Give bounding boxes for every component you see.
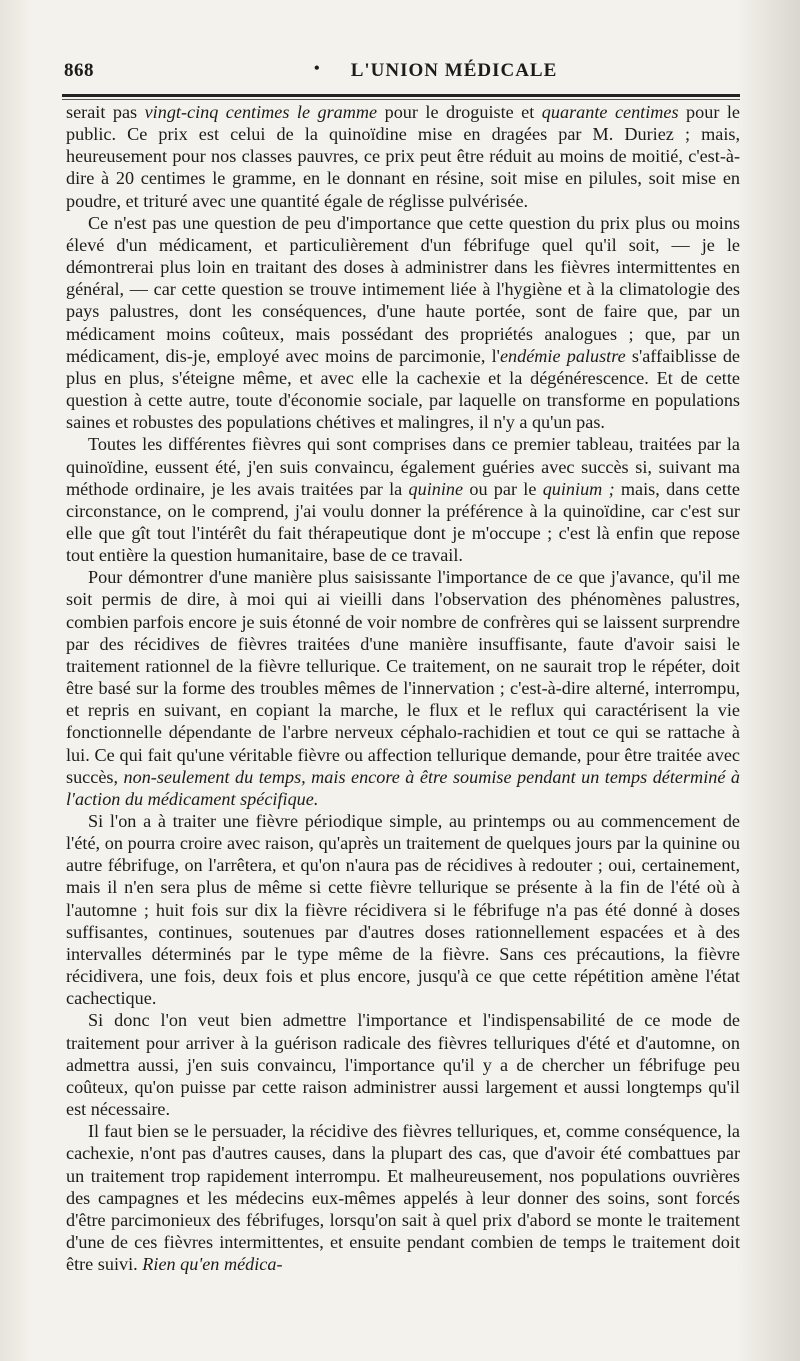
paragraph	[66, 1009, 740, 1120]
text-run: s'affaiblisse de plus en plus, s'éteigne même, et avec elle la cachexie et la dégénérescence. Et de cette question à cette autre, toute d'économie sociale, par laquelle on transforme en populations saines et robustes des populations chétives et malingres, il n'y a qu'un pas.	[66, 345, 740, 433]
text-run: pour le public. Ce prix est celui de la quinoïdine mise en dragées par M. Duriez ; mais, heureusement pour nos classes pauvres, ce prix peut être réduit au moins de moitié, c'est-à-dire à 20 centimes le gramme, en le donnant en résine, soit mise en pilules, soit mise en poudre, et trituré avec une quantité égale de réglisse pulvérisée.	[66, 102, 740, 211]
header-ornament: •	[314, 60, 320, 77]
italic-text: endémie palustre	[499, 345, 626, 366]
text-run: Il faut bien se le persuader, la récidive des fièvres telluriques, et, comme conséquence, la cachexie, n'ont pas d'autres causes, dans la plupart des cas, que d'avoir été combattues par un traitement trop rapidement interrompu. Et malheureusement, nos populations ouvrières des campagnes et les médecins eux-mêmes appelés à leur donner des soins, sont forcés d'être parcimonieux des fébrifuges, lorsqu'on sait à quel prix d'abord se monte le traitement d'une de ces fièvres intermittentes, et ensuite pendant combien de temps le traitement doit être suivi.	[66, 1121, 740, 1275]
article-body	[66, 101, 740, 1275]
header-rule-thin	[62, 99, 740, 100]
paragraph	[66, 101, 740, 212]
italic-text: quinine	[408, 478, 464, 499]
text-run: mais, dans cette circonstance, on le comprend, j'ai voulu donner la préférence à la quinoïdine, car c'est sur elle que gît tout l'intérêt du fait thérapeutique dont je m'occupe ; c'est là enfin que repose tout entière la question humanitaire, base de ce travail.	[66, 478, 740, 566]
italic-text: quinium ;	[542, 478, 615, 499]
text-run: Pour démontrer d'une manière plus saisissante l'importance de ce que j'avance, qu'il me soit permis de dire, à moi qui ai vieilli dans l'observation des phénomènes palustres, combien parfois encore je suis étonné de voir nombre de confrères qui se laissent surprendre par des récidives de fièvres traitées d'une manière insuffisante, faute d'avoir saisi le traitement rationnel de la fièvre tellurique. Ce traitement, on ne saurait trop le répéter, doit être basé sur la forme des troubles mêmes de l'innervation ; c'est-à-dire alterné, interrompu, et repris en suivant, en copiant la marche, le flux et le reflux qui caractérisent la vie fonctionnelle dépendante de l'arbre nerveux céphalo-rachidien et tout ce qui se rattache à lui. Ce qui fait qu'une véritable fièvre ou affection tellurique demande, pour être traitée avec succès,	[66, 567, 740, 787]
text-run: ou par le	[463, 478, 543, 499]
paragraph	[66, 212, 740, 434]
text-run: pour le droguiste et	[377, 102, 542, 122]
italic-text: non-seulement du temps, mais encore à être soumise pendant un temps déterminé à l'action du médicament spécifique.	[66, 766, 740, 809]
paragraph	[66, 566, 740, 810]
header-rule	[62, 94, 740, 97]
text-run: Ce n'est pas une question de peu d'importance que cette question du prix plus ou moins élevé d'un médicament, et particulièrement d'un fébrifuge quel qu'il soit, — je le démontrerai plus loin en traitant des doses à administrer dans les fièvres intermittentes en général, — car cette question se trouve intimement liée à l'hygiène et à la climatologie des pays palustres, dont les conséquences, d'une haute portée, sont de faire que, par un médicament moins coûteux, mais possédant des propriétés analogues ; que, par un médicament, dis-je, employé avec moins de parcimonie, l'	[66, 212, 740, 366]
text-run: Si donc l'on veut bien admettre l'importance et l'indispensabilité de ce mode de traitement pour arriver à la guérison radicale des fièvres telluriques d'été et d'automne, on admettra aussi, j'en suis convaincu, l'importance qu'il y a de chercher un fébrifuge peu coûteux, qu'on puisse par cette raison administrer aussi largement et aussi longtemps qu'il est nécessaire.	[66, 1010, 740, 1120]
page-number: 868	[64, 60, 94, 81]
text-run: Si l'on a à traiter une fièvre périodique simple, au printemps ou au commencement de l'été, on pourra croire avec raison, qu'après un traitement de quelques jours par la quinine ou autre fébrifuge, on l'arrêtera, et qu'on n'aura pas de récidives à redouter ; oui, certainement, mais il n'en sera plus de même si cette fièvre tellurique se présente à la fin de l'été où à l'automne ; huit fois sur dix la fièvre récidivera si le fébrifuge n'a pas été donné à doses suffisantes, continues, soutenues par d'autres doses rationnellement espacées et à des intervalles déterminés par le type même de la fièvre. Sans ces précautions, la fièvre récidivera, une fois, deux fois et plus encore, jusqu'à ce que cette répétition amène l'état cachectique.	[66, 811, 740, 1009]
page-header	[62, 58, 742, 86]
paragraph	[66, 810, 740, 1009]
paragraph	[66, 1120, 740, 1275]
running-title: L'UNION MÉDICALE	[350, 60, 558, 81]
italic-text: quarante centimes	[541, 102, 679, 122]
paragraph	[66, 433, 740, 566]
text-run: serait pas	[66, 102, 145, 122]
text-run: Toutes les différentes fièvres qui sont comprises dans ce premier tableau, traitées par la quinoïdine, eussent été, j'en suis convaincu, également guéries avec succès si, suivant ma méthode ordinaire, je les avais traitées par la	[66, 434, 740, 499]
italic-text: vingt-cinq centimes le gramme	[144, 102, 378, 122]
italic-text: Rien qu'en médica-	[142, 1254, 283, 1275]
